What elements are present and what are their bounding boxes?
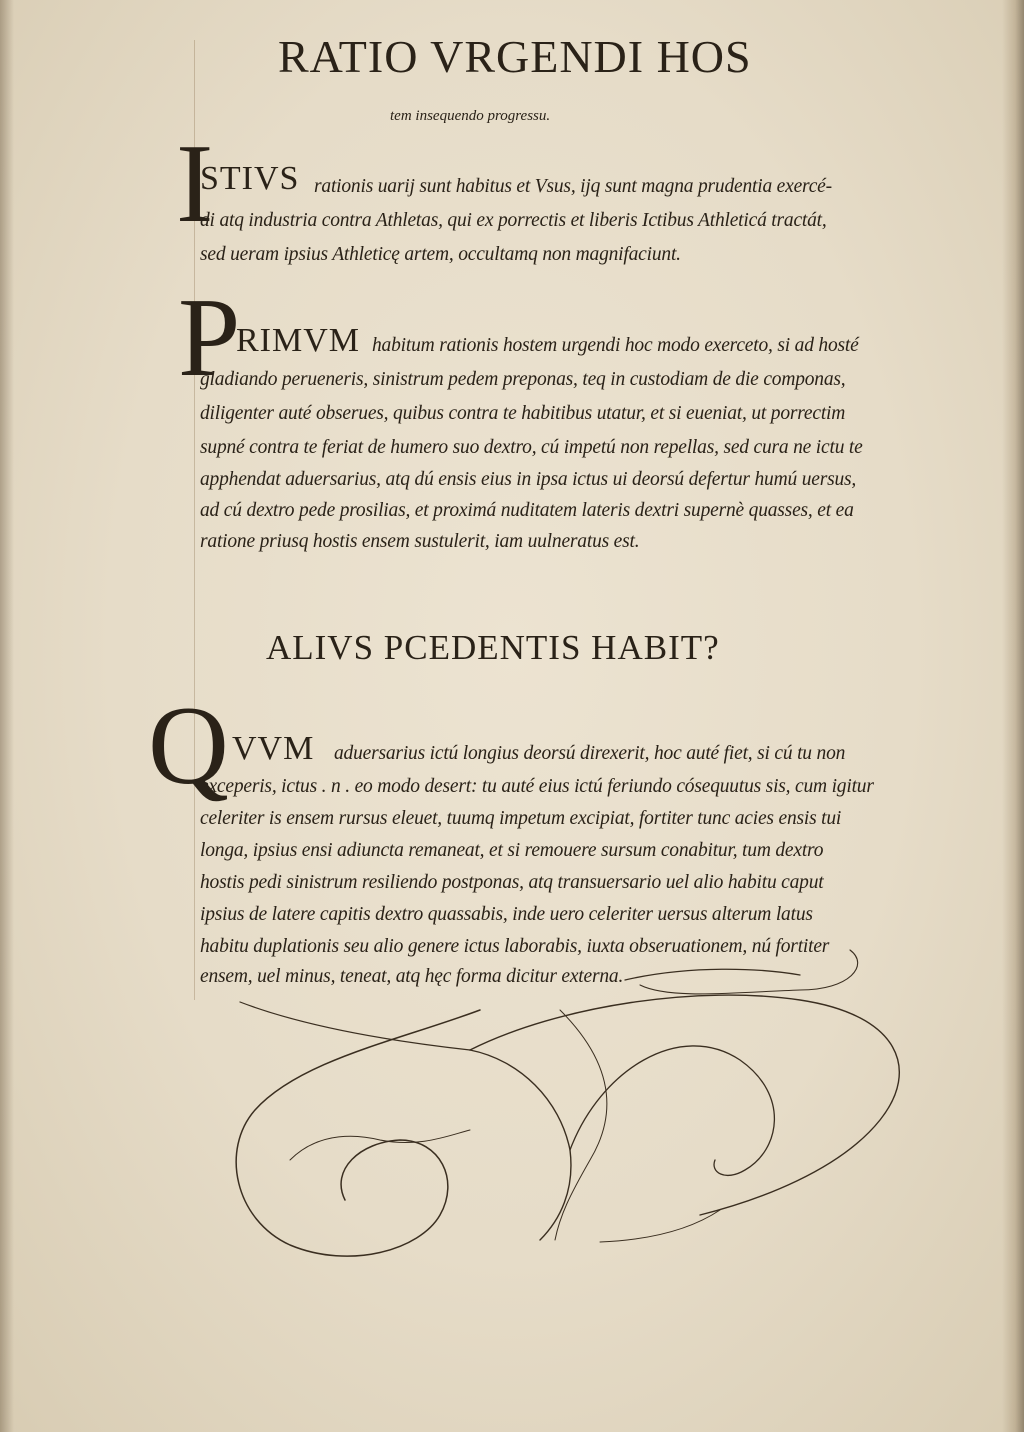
text-line: di atq industria contra Athletas, qui ex porrectis et liberis Ictibus Athleticá tractát, [200, 210, 827, 231]
text-line: diligenter auté obserues, quibus contra te habitibus utatur, et si eueniat, ut porrectim [200, 403, 846, 424]
paragraph-lead-word: VVM [232, 730, 315, 767]
paragraph-lead-word: STIVS [200, 160, 300, 197]
text-line: exceperis, ictus . n . eo modo desert: tu auté eius ictú feriundo cósequutus sis, cum igitur [200, 776, 874, 797]
paragraph-lead-word: RIMVM [236, 322, 361, 359]
drop-initial: I [176, 122, 214, 246]
text-line: ipsius de latere capitis dextro quassabis, inde uero celeriter uersus alterum latus [200, 904, 813, 925]
text-line: supné contra te feriat de humero suo dextro, cú impetú non repellas, sed cura ne ictu te [200, 437, 863, 458]
text-line: ad cú dextro pede prosilias, et proximá nuditatem lateris dextri supernè quasses, et ea [200, 500, 854, 521]
text-line: celeriter is ensem rursus eleuet, tuumq impetum excipiat, fortiter tunc acies ensis tui [200, 808, 842, 829]
section-heading: ALIVS PCEDENTIS HABIT? [266, 628, 720, 667]
text-line: aduersarius ictú longius deorsú direxerit, hoc auté fiet, si cú tu non [334, 743, 846, 764]
text-line: habitu duplationis seu alio genere ictus laborabis, iuxta obseruationem, nú fortiter [200, 936, 830, 957]
text-line: sed ueram ipsius Athleticę artem, occultamq non magnifaciunt. [200, 244, 681, 265]
text-line: ensem, uel minus, teneat, atq hęc forma dicitur externa. [200, 966, 624, 987]
text-line: ratione priusq hostis ensem sustulerit, iam uulneratus est. [200, 531, 640, 552]
drop-initial: Q [148, 684, 229, 808]
page-title-text: RATIO VRGENDI HOS [278, 31, 752, 82]
text-line: gladiando perueneris, sinistrum pedem preponas, teq in custodiam de die componas, [200, 369, 846, 390]
page-subtitle: tem insequendo progressu. [390, 108, 551, 124]
drop-initial: P [178, 276, 241, 400]
text-line: apphendat aduersarius, atq dú ensis eius in ipsa ictus ui deorsú defertur humú uersus, [200, 469, 857, 490]
text-line: hostis pedi sinistrum resiliendo postponas, atq transuersario uel alio habitu caput [200, 872, 824, 893]
text-line: rationis uarij sunt habitus et Vsus, ijq sunt magna prudentia exercé- [314, 176, 832, 197]
text-line: habitum rationis hostem urgendi hoc modo exerceto, si ad hosté [372, 335, 859, 356]
text-line: longa, ipsius ensi adiuncta remaneat, et si remouere sursum conabitur, tum dextro [200, 840, 824, 861]
